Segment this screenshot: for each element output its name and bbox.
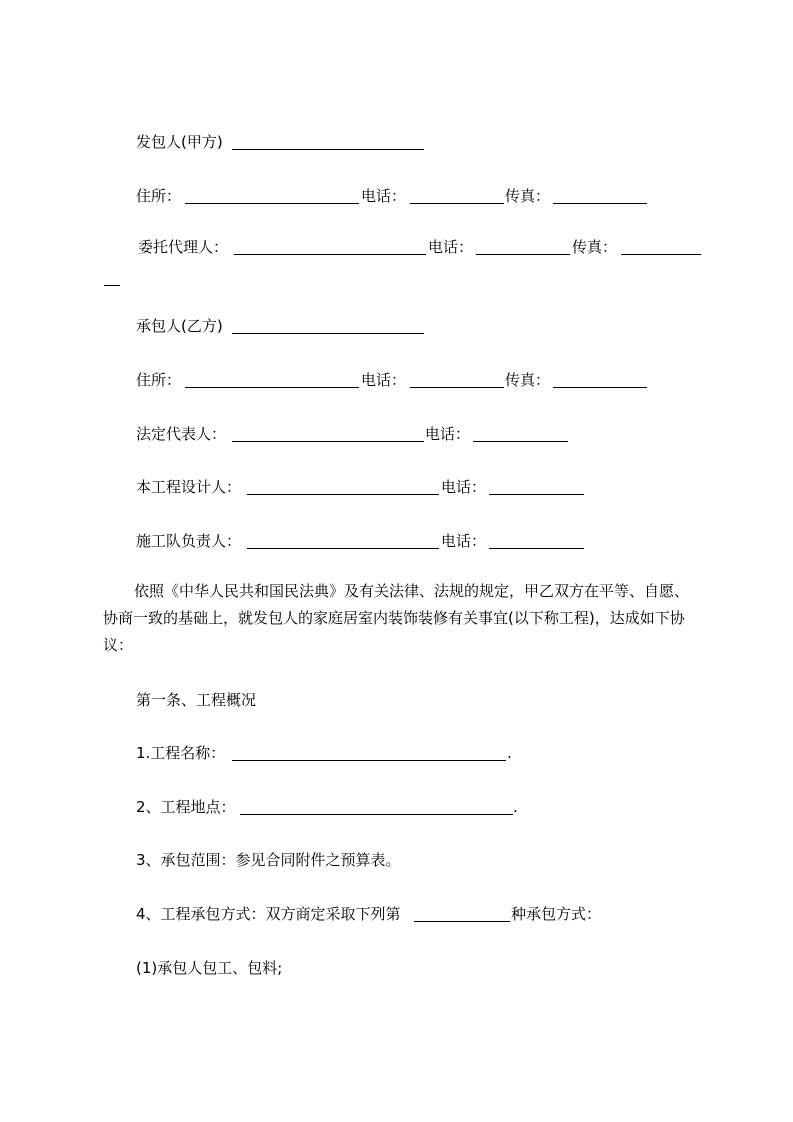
agent-label: 委托代理人：: [138, 238, 229, 256]
client-phone-label: 电话：: [361, 187, 407, 205]
preamble-paragraph: [103, 578, 703, 659]
item2-end: .: [513, 798, 518, 816]
item4-label: 4、工程承包方式：双方商定采取下列第: [136, 905, 401, 923]
agent-phone-label: 电话：: [428, 238, 474, 256]
item3-text: 3、承包范围：参见合同附件之预算表。: [136, 851, 401, 869]
agent-fax-label: 传真：: [572, 238, 618, 256]
contractor-name-field[interactable]: [232, 316, 424, 334]
client-label: 发包人(甲方): [136, 133, 223, 151]
designer-field[interactable]: [247, 477, 439, 495]
legal-rep-phone-label: 电话：: [425, 425, 471, 443]
item1-label: 1.工程名称：: [136, 744, 226, 762]
client-phone-field[interactable]: [410, 186, 504, 204]
designer-label: 本工程设计人：: [136, 478, 242, 496]
team-lead-phone-field[interactable]: [489, 531, 584, 549]
item4-end: 种承包方式：: [511, 905, 602, 923]
item2-label: 2、工程地点：: [136, 798, 236, 816]
agent-fax-field[interactable]: [621, 237, 701, 255]
legal-rep-label: 法定代表人：: [136, 425, 227, 443]
preamble-text: 依照《中华人民共和国民法典》及有关法律、法规的规定，甲乙双方在平等、自愿、协商一致的基础上，就发包人的家庭居室内装饰装修有关事宜(以下称工程)，达成如下协议：: [103, 582, 690, 654]
contractor-fax-label: 传真：: [505, 371, 551, 389]
team-lead-phone-label: 电话：: [441, 532, 487, 550]
contractor-label: 承包人(乙方): [136, 317, 223, 335]
client-fax-field[interactable]: [553, 186, 647, 204]
agent-fax-field-cont[interactable]: [104, 268, 120, 286]
contractor-address-field[interactable]: [185, 370, 359, 388]
designer-phone-field[interactable]: [489, 477, 584, 495]
agent-field[interactable]: [234, 237, 426, 255]
contractor-address-label: 住所：: [136, 371, 182, 389]
team-lead-label: 施工队负责人：: [136, 532, 242, 550]
item4-option1: (1)承包人包工、包料;: [136, 959, 283, 977]
team-lead-field[interactable]: [247, 531, 439, 549]
client-address-field[interactable]: [185, 186, 359, 204]
legal-rep-phone-field[interactable]: [473, 424, 568, 442]
item1-end: .: [507, 744, 512, 762]
client-name-field[interactable]: [232, 132, 424, 150]
contractor-phone-field[interactable]: [410, 370, 504, 388]
contract-method-field[interactable]: [414, 904, 510, 922]
article1-heading: 第一条、工程概况: [136, 691, 257, 709]
legal-rep-field[interactable]: [232, 424, 424, 442]
client-fax-label: 传真：: [505, 187, 551, 205]
agent-phone-field[interactable]: [476, 237, 570, 255]
designer-phone-label: 电话：: [441, 478, 487, 496]
contractor-fax-field[interactable]: [553, 370, 647, 388]
project-name-field[interactable]: [232, 743, 506, 761]
project-location-field[interactable]: [240, 797, 513, 815]
contractor-phone-label: 电话：: [361, 371, 407, 389]
client-address-label: 住所：: [136, 187, 182, 205]
